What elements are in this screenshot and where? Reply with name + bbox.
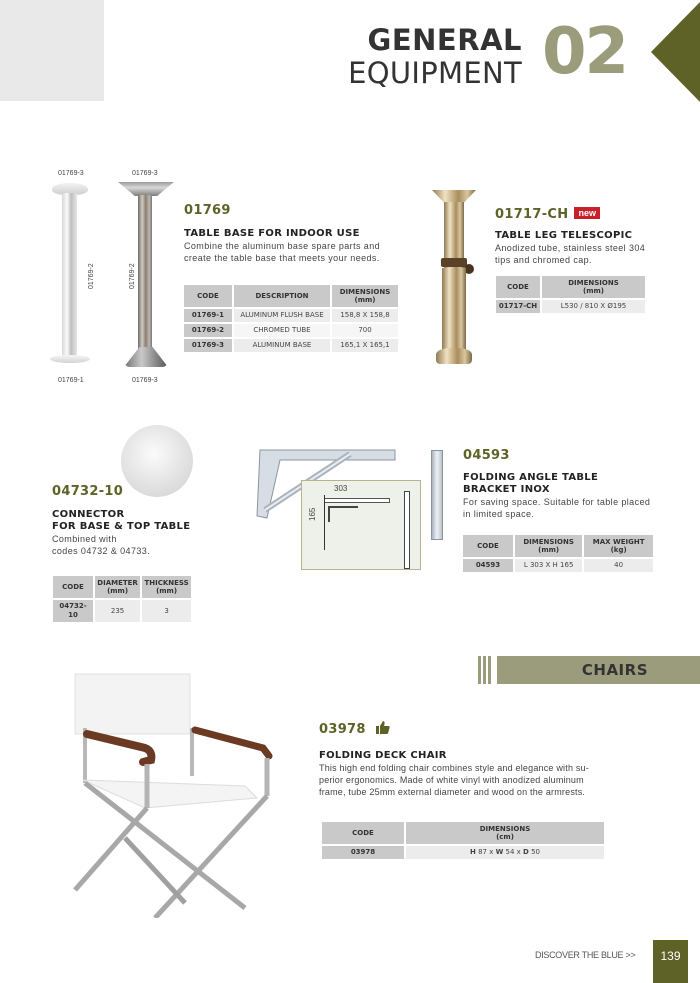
drawing-shelf [324, 498, 390, 503]
base-top [118, 182, 174, 196]
column-header: CODE [322, 822, 404, 844]
page-number: 139 [653, 940, 688, 983]
column-header: DIMENSIONS (cm) [406, 822, 604, 844]
cell-dimensions: H 87 x W 54 x D 50 [406, 846, 604, 859]
column-header: THICKNESS (mm) [142, 576, 191, 598]
product-description-line: For saving space. Suitable for table placed [463, 497, 651, 507]
cell-dimensions: L 303 X H 165 [515, 559, 582, 572]
table-row [184, 309, 398, 322]
page-title [348, 23, 522, 90]
product-description-line: Anodized tube, stainless steel 304 [495, 243, 646, 253]
cell-dimensions: 700 [332, 324, 398, 337]
footer-tagline: DISCOVER THE BLUE >> [535, 950, 636, 960]
foot [436, 348, 472, 364]
bar-stripe [488, 656, 491, 684]
image-label: 01769-3 [132, 377, 158, 384]
drawing-wall [324, 495, 325, 550]
product-image-04593 [255, 440, 450, 570]
column-header: DESCRIPTION [234, 285, 330, 307]
column-header: MAX WEIGHT (kg) [584, 535, 653, 557]
product-description-line: frame, tube 25mm external diameter and wood on the armrests. [319, 787, 586, 797]
new-badge: new [574, 207, 600, 219]
bar-stripe [483, 656, 486, 684]
spec-table-03978 [320, 820, 606, 861]
product-description-line: perior ergonomics. Made of white vinyl with anodized aluminum [319, 775, 584, 785]
image-label: 01769-3 [132, 170, 158, 177]
dimension-height: 165 [308, 507, 317, 521]
product-description: Combine the aluminum base spare parts and create the table base that meets your needs. [184, 241, 380, 263]
column-header: CODE [463, 535, 513, 557]
column-header: CODE [184, 285, 232, 307]
cell-dimensions: 158,8 X 158,8 [332, 309, 398, 322]
image-label: 01769-1 [58, 377, 84, 384]
product-code-row [495, 203, 695, 222]
cell-code: 01769-2 [184, 324, 232, 337]
image-label: 01769-2 [129, 263, 136, 289]
clamp [441, 258, 467, 267]
cell-code: 04593 [463, 559, 513, 572]
title-line-2: EQUIPMENT [348, 56, 522, 90]
cell-description: ALUMINUM FLUSH BASE [234, 309, 330, 322]
cell-thickness: 3 [142, 600, 191, 622]
arrow-left-icon [651, 2, 700, 102]
corner-decoration [0, 0, 104, 101]
cell-code: 01717-CH [496, 300, 540, 313]
title-line-1: GENERAL [367, 23, 522, 57]
section-bar-chairs [478, 656, 700, 684]
bar-stripe [478, 656, 481, 684]
cell-code: 03978 [322, 846, 404, 859]
product-description-line: This high end folding chair combines style and elegance with su- [319, 763, 589, 773]
product-image-03978 [45, 668, 275, 918]
chromed-tube-right [138, 195, 152, 355]
drawing-arm [328, 506, 358, 522]
product-04732-10 [52, 484, 212, 557]
product-code: 03978 [319, 722, 366, 737]
column-header: DIMENSIONS (mm) [542, 276, 645, 298]
section-heading: CHAIRS [581, 661, 648, 679]
column-header: DIAMETER (mm) [95, 576, 140, 598]
folded-bracket [431, 450, 443, 540]
section-number: 02 [542, 15, 628, 89]
product-04593 [463, 448, 693, 520]
product-title: FOLDING DECK CHAIR [319, 750, 447, 761]
cell-dimensions: L530 / 810 X Ø195 [542, 300, 645, 313]
product-code: 04732-10 [52, 484, 124, 499]
column-header: DIMENSIONS (mm) [332, 285, 398, 307]
table-row [184, 324, 398, 337]
product-image-01769 [40, 165, 190, 390]
drawing-side [404, 491, 410, 569]
cell-description: CHROMED TUBE [234, 324, 330, 337]
product-title-line: CONNECTOR [52, 509, 125, 520]
aluminum-base [124, 347, 168, 367]
image-label: 01769-3 [58, 170, 84, 177]
table-row [322, 846, 604, 859]
lower-tube [442, 268, 466, 353]
product-image-01717-ch [428, 190, 488, 370]
product-description-line: codes 04732 & 04733. [52, 546, 151, 556]
flush-base-bottom [50, 355, 90, 363]
column-header: CODE [53, 576, 93, 598]
dimension-length: 303 [334, 484, 348, 493]
product-01717-ch [495, 203, 695, 266]
table-row [496, 300, 645, 313]
table-row [463, 559, 653, 572]
product-title: TABLE BASE FOR INDOOR USE [184, 228, 360, 239]
cell-max-weight: 40 [584, 559, 653, 572]
spec-table-01717-ch [494, 274, 647, 315]
spec-table-04593 [461, 533, 655, 574]
product-code-row [319, 718, 609, 737]
product-description-line: in limited space. [463, 509, 535, 519]
technical-drawing [301, 480, 421, 570]
chromed-tube-left [62, 193, 77, 361]
product-code: 04593 [463, 448, 510, 463]
table-row [53, 600, 191, 622]
image-label: 01769-2 [88, 263, 95, 289]
product-03978 [319, 718, 609, 798]
cell-code: 01769-1 [184, 309, 232, 322]
product-title: TABLE LEG TELESCOPIC [495, 230, 633, 241]
column-header: CODE [496, 276, 540, 298]
product-description-line: tips and chromed cap. [495, 255, 592, 265]
cell-code: 01769-3 [184, 339, 232, 352]
cell-code: 04732-10 [53, 600, 93, 622]
product-01769 [184, 203, 404, 264]
table-row [184, 339, 398, 352]
product-title-line: FOR BASE & TOP TABLE [52, 521, 191, 532]
product-title-line: FOLDING ANGLE TABLE [463, 472, 599, 483]
thumbs-up-icon [376, 721, 390, 734]
spec-table-01769 [182, 283, 400, 354]
cell-dimensions: 165,1 X 165,1 [332, 339, 398, 352]
product-code: 01769 [184, 203, 231, 218]
product-description-line: Combined with [52, 534, 117, 544]
column-header: DIMENSIONS (mm) [515, 535, 582, 557]
cell-description: ALUMINUM BASE [234, 339, 330, 352]
cell-diameter: 235 [95, 600, 140, 622]
spec-table-04732-10 [51, 574, 193, 624]
product-title-line: BRACKET INOX [463, 484, 550, 495]
product-code: 01717-CH [495, 207, 569, 222]
